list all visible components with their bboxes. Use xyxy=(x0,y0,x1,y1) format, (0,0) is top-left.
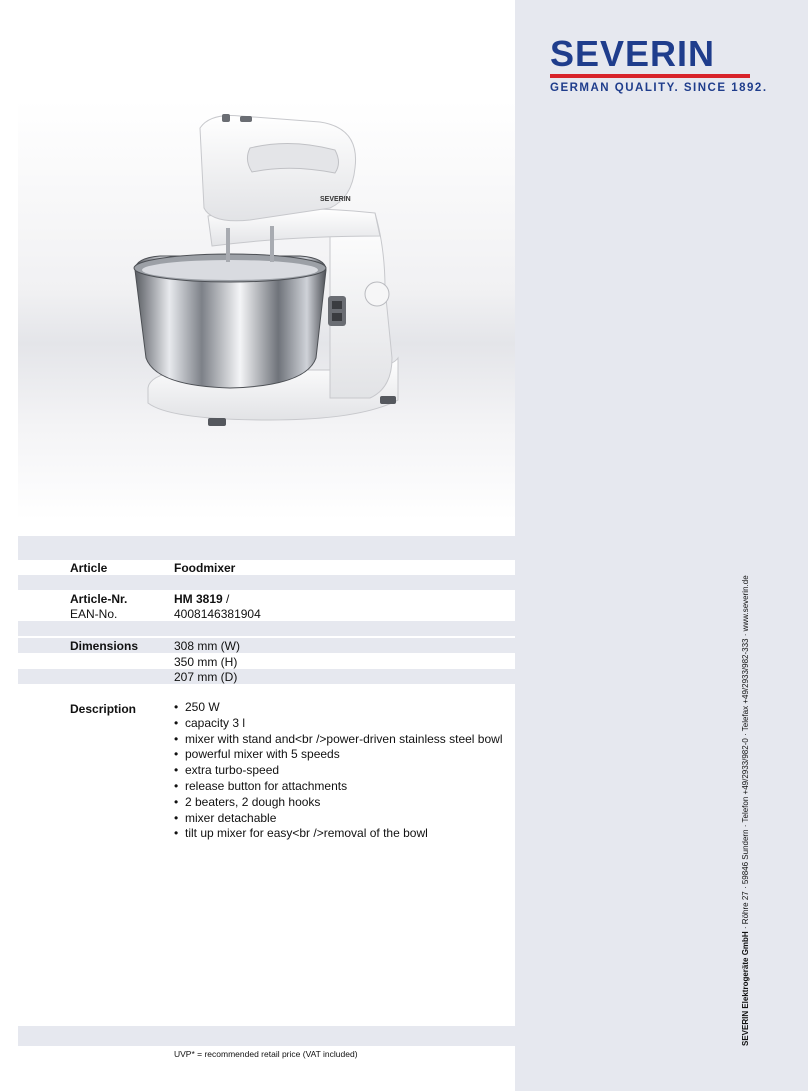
dimension-height: 350 mm (H) xyxy=(174,655,238,669)
description-item: • powerful mixer with 5 speeds xyxy=(174,747,502,763)
article-nr-row xyxy=(174,592,229,606)
side-panel xyxy=(515,0,808,1091)
description-item: • capacity 3 l xyxy=(174,716,502,732)
table-band xyxy=(18,621,515,636)
article-nr-suffix: / xyxy=(222,592,230,606)
description-item: • extra turbo-speed xyxy=(174,763,502,779)
ean-label: EAN-No. xyxy=(70,607,118,621)
table-band xyxy=(18,575,515,590)
article-value: Foodmixer xyxy=(174,561,236,575)
description-item: • tilt up mixer for easy<br />removal of the bowl xyxy=(174,826,502,842)
ean-value: 4008146381904 xyxy=(174,607,261,621)
article-label: Article xyxy=(70,561,108,575)
company-contact: · Röhre 27 · 59846 Sundern · Telefon +49/2933/982-0 · Telefax +49/2933/982-333 · www.severin.de xyxy=(741,575,750,932)
stand-mixer-photo xyxy=(130,108,420,438)
product-logo: SEVERIN xyxy=(320,196,351,203)
company-name: SEVERIN Elektrogeräte GmbH xyxy=(741,931,750,1046)
article-nr-value: HM 3819 xyxy=(174,592,223,606)
table-header-band xyxy=(18,536,515,560)
description-item: • mixer with stand and<br />power-driven stainless steel bowl xyxy=(174,732,502,748)
dimension-depth: 207 mm (D) xyxy=(174,670,238,684)
description-item: • mixer detachable xyxy=(174,811,502,827)
price-footnote: UVP* = recommended retail price (VAT included) xyxy=(174,1049,358,1059)
brand-underline xyxy=(550,74,750,78)
article-nr-label: Article-Nr. xyxy=(70,592,128,606)
description-label: Description xyxy=(70,702,137,716)
description-item: • 2 beaters, 2 dough hooks xyxy=(174,795,502,811)
brand-logo xyxy=(550,33,768,94)
brand-tagline: GERMAN QUALITY. SINCE 1892. xyxy=(550,82,768,94)
table-band xyxy=(18,669,515,684)
table-footer-band xyxy=(18,1026,515,1046)
description-item: • 250 W xyxy=(174,700,502,716)
dimensions-label: Dimensions xyxy=(70,639,139,653)
dimension-width: 308 mm (W) xyxy=(174,639,240,653)
description-list xyxy=(174,700,502,842)
description-item: • release button for attachments xyxy=(174,779,502,795)
brand-name: SEVERIN xyxy=(550,33,716,74)
company-address xyxy=(741,575,750,1046)
